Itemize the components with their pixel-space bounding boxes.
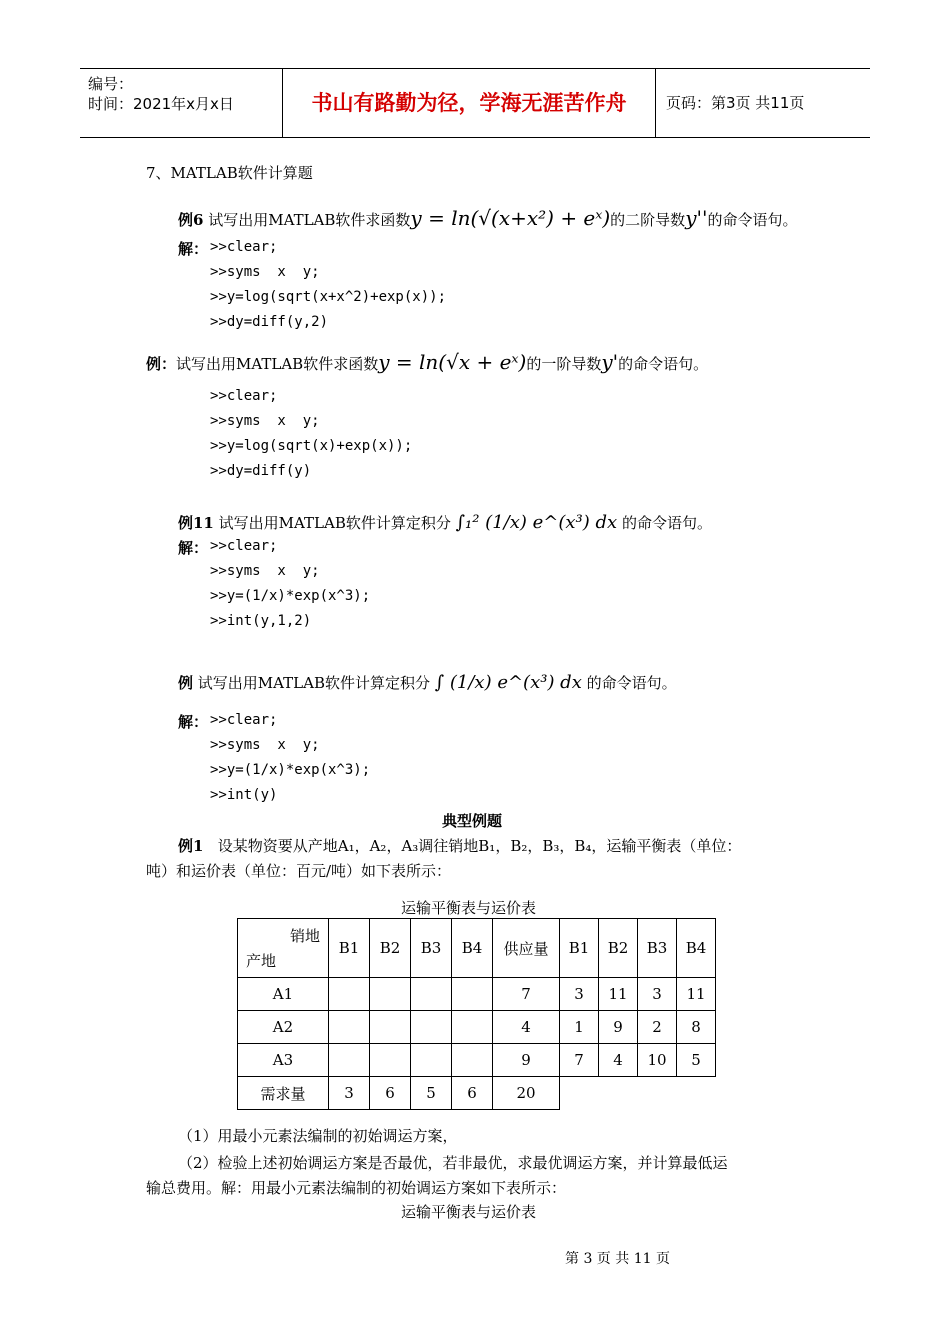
- example-text: 的一阶导数: [526, 355, 602, 373]
- header-cell: B3: [411, 919, 452, 978]
- serial-label: 编号：: [88, 75, 134, 93]
- supply-cell: 4: [493, 1011, 560, 1044]
- header-cell: B4: [452, 919, 493, 978]
- solution-label: 解：: [178, 713, 209, 731]
- question-1: （1）用最小元素法编制的初始调运方案，: [178, 1127, 458, 1145]
- code-line: >>dy=diff(y): [210, 463, 312, 479]
- table-row: [238, 978, 716, 1011]
- code-line: >>y=log(sqrt(x+x^2)+exp(x));: [210, 289, 447, 305]
- typical-examples-title: 典型例题: [442, 812, 503, 830]
- cost-cell: 11: [677, 978, 716, 1011]
- header-cell: B3: [638, 919, 677, 978]
- demand-row: [238, 1077, 716, 1110]
- code-line: >>y=(1/x)*exp(x^3);: [210, 762, 371, 778]
- page-header: [80, 68, 870, 138]
- cost-cell: 5: [677, 1044, 716, 1077]
- row-label: A3: [238, 1044, 329, 1077]
- cost-cell: 2: [638, 1011, 677, 1044]
- row-label: A1: [238, 978, 329, 1011]
- cost-cell: 7: [560, 1044, 599, 1077]
- corner-bottom: 产地: [246, 952, 277, 970]
- solution-label: 解：: [178, 539, 209, 557]
- code-line: >>clear;: [210, 538, 278, 554]
- example-text: 的命令语句。: [586, 674, 677, 692]
- table-header-row: [238, 919, 716, 978]
- cost-cell: 3: [638, 978, 677, 1011]
- cost-cell: 10: [638, 1044, 677, 1077]
- header-cell: B2: [370, 919, 411, 978]
- example-text: 试写出用MATLAB软件计算定积分: [197, 674, 430, 692]
- corner-cell: [238, 919, 329, 978]
- example-text: 试写出用MATLAB软件求函数: [208, 211, 411, 229]
- solution-label: 解：: [178, 240, 209, 258]
- header-cell: B2: [599, 919, 638, 978]
- supply-cell: 7: [493, 978, 560, 1011]
- section-title: 7、MATLAB软件计算题: [146, 164, 313, 182]
- example-label: 例11: [178, 514, 214, 532]
- example-6-line: [178, 206, 798, 230]
- derivative-symbol: y'': [685, 206, 708, 230]
- example-label: 例1: [178, 837, 204, 855]
- formula: ∫₁² (1/x) e^(x³) dx: [455, 512, 618, 533]
- code-line: >>syms x y;: [210, 563, 320, 579]
- header-cell: 供应量: [493, 919, 560, 978]
- cost-cell: 11: [599, 978, 638, 1011]
- transport-table: [237, 918, 716, 1110]
- code-line: >>int(y): [210, 787, 278, 803]
- table-caption-2: 运输平衡表与运价表: [401, 1203, 537, 1221]
- question-2-line-1: （2）检验上述初始调运方案是否最优，若非最优，求最优调运方案，并计算最低运: [178, 1154, 728, 1172]
- example-4-line: [178, 672, 677, 693]
- code-line: >>clear;: [210, 712, 278, 728]
- code-line: >>syms x y;: [210, 737, 320, 753]
- table-row: [238, 1044, 716, 1077]
- header-page: 页码：第3页 共11页: [666, 94, 805, 112]
- problem-text: 设某物资要从产地A₁，A₂，A₃调往销地B₁，B₂，B₃，B₄，运输平衡表（单位：: [217, 837, 742, 855]
- formula: y = ln(√x + eˣ): [378, 350, 527, 374]
- example-11-line: [178, 512, 712, 533]
- code-line: >>clear;: [210, 388, 278, 404]
- example-label: 例: [178, 674, 194, 692]
- problem-line-2: 吨）和运价表（单位：百元/吨）如下表所示：: [146, 862, 452, 880]
- example-label: 例：: [146, 355, 177, 373]
- problem-line-1: [178, 835, 741, 856]
- cost-cell: 9: [599, 1011, 638, 1044]
- example-text: 的二阶导数: [610, 211, 686, 229]
- code-line: >>y=log(sqrt(x)+exp(x));: [210, 438, 413, 454]
- cost-cell: 4: [599, 1044, 638, 1077]
- corner-top: 销地: [289, 927, 320, 945]
- formula: y = ln(√(x+x²) + eˣ): [410, 206, 611, 230]
- example-text: 的命令语句。: [707, 211, 798, 229]
- header-cell: B1: [560, 919, 599, 978]
- code-line: >>syms x y;: [210, 264, 320, 280]
- example-2-line: [146, 350, 708, 374]
- code-line: >>y=(1/x)*exp(x^3);: [210, 588, 371, 604]
- demand-cell: 6: [370, 1077, 411, 1110]
- cost-cell: 3: [560, 978, 599, 1011]
- header-motto: 书山有路勤为径，学海无涯苦作舟: [283, 69, 656, 137]
- time-label: 时间：2021年x月x日: [88, 95, 234, 113]
- cost-cell: 8: [677, 1011, 716, 1044]
- code-line: >>int(y,1,2): [210, 613, 312, 629]
- code-line: >>clear;: [210, 239, 278, 255]
- question-2-line-2: 输总费用。解：用最小元素法编制的初始调运方案如下表所示：: [146, 1179, 567, 1197]
- demand-cell: 6: [452, 1077, 493, 1110]
- page-footer: 第 3 页 共 11 页: [565, 1251, 670, 1267]
- demand-label: 需求量: [238, 1077, 329, 1110]
- example-text: 试写出用MATLAB软件求函数: [176, 355, 379, 373]
- table-row: [238, 1011, 716, 1044]
- demand-cell: 5: [411, 1077, 452, 1110]
- table-caption: 运输平衡表与运价表: [401, 899, 537, 917]
- example-text: 的命令语句。: [618, 355, 709, 373]
- example-text: 试写出用MATLAB软件计算定积分: [218, 514, 451, 532]
- cost-cell: 1: [560, 1011, 599, 1044]
- code-line: >>dy=diff(y,2): [210, 314, 329, 330]
- demand-total: 20: [493, 1077, 560, 1110]
- header-cell: B1: [329, 919, 370, 978]
- example-label: 例6: [178, 211, 204, 229]
- derivative-symbol: y': [601, 350, 619, 374]
- header-meta: [80, 69, 283, 137]
- header-cell: B4: [677, 919, 716, 978]
- row-label: A2: [238, 1011, 329, 1044]
- code-line: >>syms x y;: [210, 413, 320, 429]
- supply-cell: 9: [493, 1044, 560, 1077]
- example-text: 的命令语句。: [621, 514, 712, 532]
- demand-cell: 3: [329, 1077, 370, 1110]
- formula: ∫ (1/x) e^(x³) dx: [434, 672, 582, 693]
